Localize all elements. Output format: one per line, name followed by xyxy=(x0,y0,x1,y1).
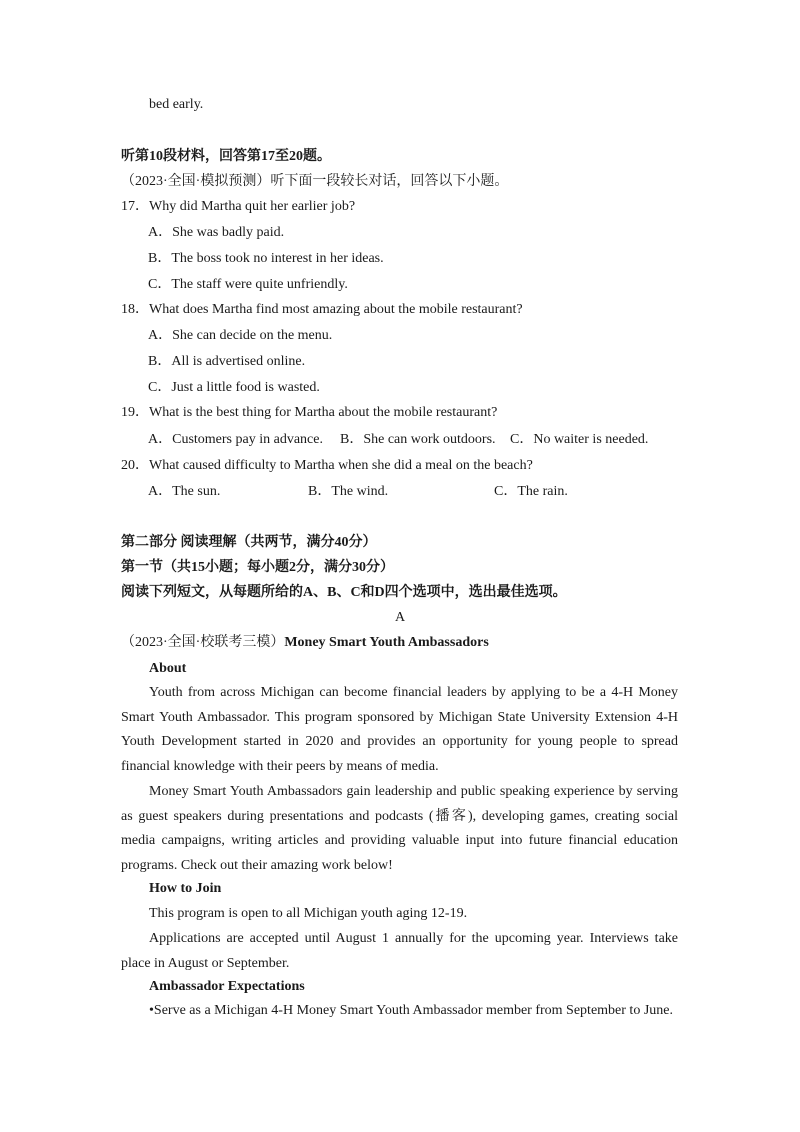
question-18-option-a: A．She can decide on the menu. xyxy=(148,328,333,343)
join-heading: How to Join xyxy=(149,881,222,896)
question-20-option-c: C．The rain. xyxy=(494,484,568,499)
join-paragraph-2: Applications are accepted until August 1 annually for the upcoming year. Interviews take place in August or September. xyxy=(121,931,678,971)
listening-source-note: （2023·全国·模拟预测）听下面一段较长对话，回答以下小题。 xyxy=(121,174,509,189)
listening-section-heading: 听第10段材料，回答第17至20题。 xyxy=(121,149,331,164)
question-20-stem: 20．What caused difficulty to Martha when she did a meal on the beach? xyxy=(121,458,533,473)
question-18-stem: 18．What does Martha find most amazing about the mobile restaurant? xyxy=(121,302,523,317)
question-17-option-b: B．The boss took no interest in her ideas. xyxy=(148,251,384,266)
question-20-option-b: B．The wind. xyxy=(308,484,389,499)
question-19-option-a: A．Customers pay in advance. xyxy=(148,432,323,447)
question-18-option-c: C．Just a little food is wasted. xyxy=(148,380,320,395)
question-20-option-a: A．The sun. xyxy=(148,484,221,499)
about-paragraph-2: Money Smart Youth Ambassadors gain leadership and public speaking experience by serving as guest speakers during presentations and podcasts (播客), developing games, creating social media campaigns, writing articles and providing valuable input into future financial education programs. Check out their amazing work below! xyxy=(121,784,678,874)
expectations-heading: Ambassador Expectations xyxy=(149,979,305,994)
question-17-option-c: C．The staff were quite unfriendly. xyxy=(148,277,348,292)
question-19-stem: 19．What is the best thing for Martha about the mobile restaurant? xyxy=(121,405,498,420)
question-17-stem: 17．Why did Martha quit her earlier job? xyxy=(121,199,356,214)
expectations-bullet: •Serve as a Michigan 4-H Money Smart Youth Ambassador member from September to June. xyxy=(149,1003,673,1018)
about-heading: About xyxy=(149,661,187,676)
reading-section-heading: 第一节（共15小题；每小题2分，满分30分） xyxy=(121,560,394,575)
join-paragraph-1: This program is open to all Michigan youth aging 12-19. xyxy=(149,906,468,921)
question-18-option-b: B．All is advertised online. xyxy=(148,354,306,369)
about-paragraph-1: Youth from across Michigan can become financial leaders by applying to be a 4-H Money Smart Youth Ambassador. This program sponsored by Michigan State University Extension 4-H Youth Development started in 2020 and provides an opportunity for young people to spread financial knowledge with their peers by means of media. xyxy=(121,685,678,775)
passage-title: Money Smart Youth Ambassadors xyxy=(284,635,489,650)
question-19-option-c: C．No waiter is needed. xyxy=(510,432,649,447)
passage-title-line xyxy=(121,634,489,652)
question-17-option-a: A．She was badly paid. xyxy=(148,225,285,240)
passage-letter: A xyxy=(395,610,406,625)
passage-source: （2023·全国·校联考三模） xyxy=(121,635,285,650)
reading-part-heading: 第二部分 阅读理解（共两节，满分40分） xyxy=(121,535,377,550)
reading-instruction: 阅读下列短文，从每题所给的A、B、C和D四个选项中，选出最佳选项。 xyxy=(121,585,567,600)
question-19-option-b: B．She can work outdoors. xyxy=(340,432,496,447)
continuation-text: bed early. xyxy=(149,97,204,112)
